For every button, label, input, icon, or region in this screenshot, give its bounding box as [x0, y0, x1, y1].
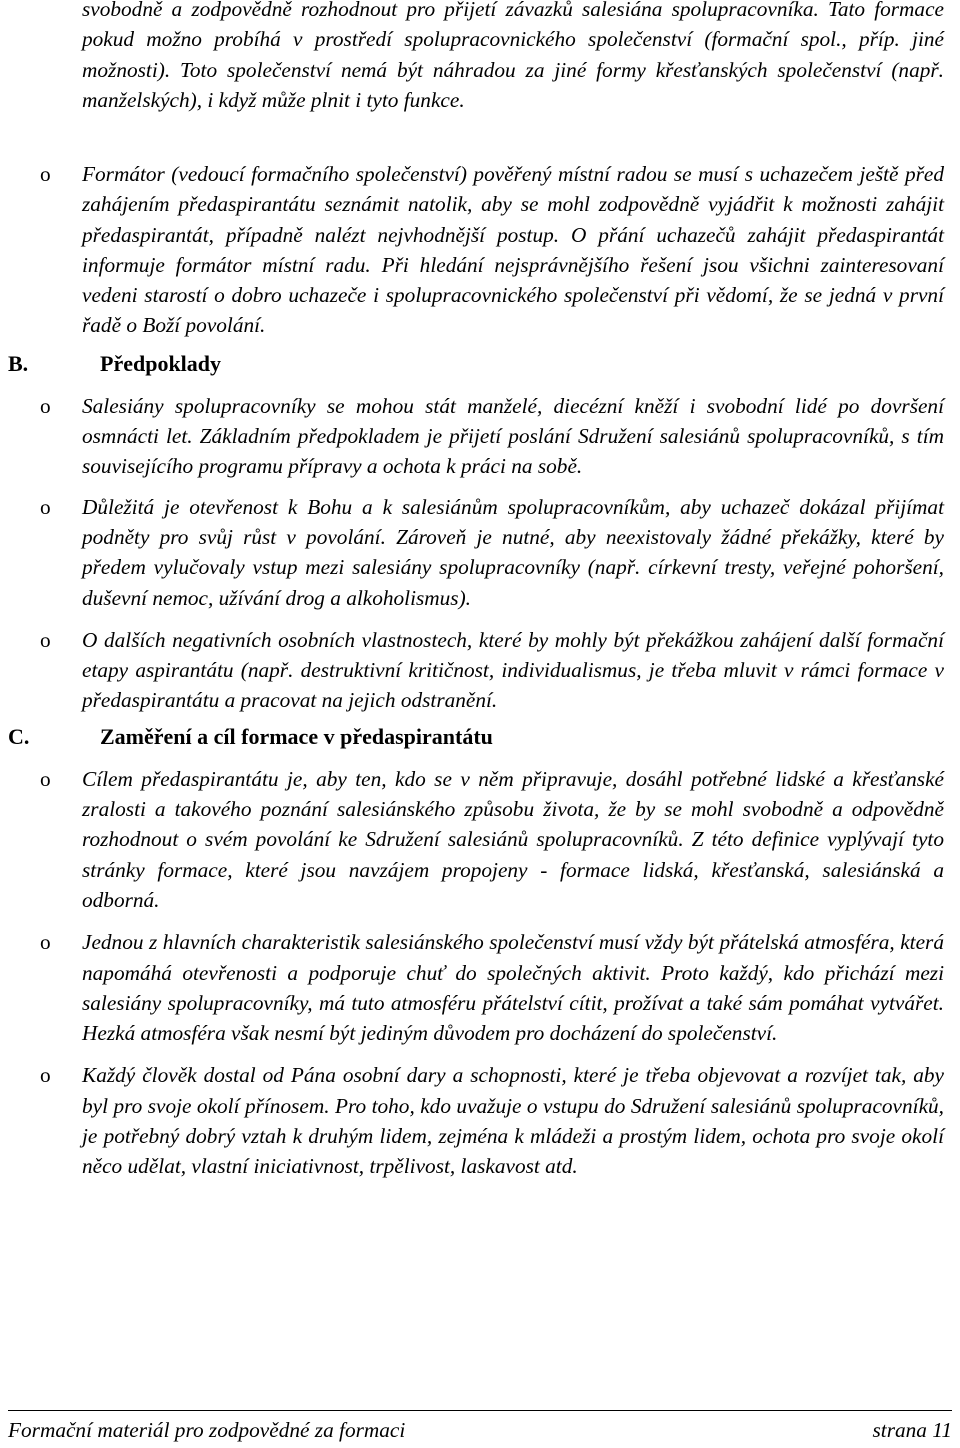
- formator-text: Formátor (vedoucí formačního společenství) pověřený místní radou se musí s uchazečem ještě před zahájením předaspirantátu seznámit natolik, aby se mohl zodpovědně vyjádřit k možnosti zahájit předaspirantát, případně nalézt nejvhodnější postup. O přání uchazečů zahájit předaspirantát informuje formátor místní radu. Při hledání nejsprávnějšího řešení jsou všichni zainteresovaní vedeni starostí o dobro uchazeče i spolupracovnického společenství při vědomí, že se jedná v první řadě o Boží povolání.: [82, 162, 944, 338]
- formator-item: [0, 159, 944, 341]
- item-text-b: Základním předpokladem je přijetí poslání Sdružení salesiánů spolupracovníků, s tím souvisejícího programu přípravy a ochota k práci na sobě.: [82, 424, 944, 479]
- section-c-item-1: [0, 764, 944, 915]
- section-b-title: Předpoklady: [100, 350, 222, 376]
- item-text-b: Pro toho, kdo uvažuje o vstupu do Sdružení salesiánů spolupracovníků, je potřebný dobrý vztah k druhým lidem, zejména k mládeži a prostým lidem, ochota pro svoje okolí něco udělat, vlastní iniciativnost, trpělivost, laskavost atd.: [82, 1093, 944, 1179]
- item-text-a: O dalších negativních osobních vlastnostech, které by mohly být překážkou zahájení další formační etapy aspirantátu (např. destruktivní kritičnost, individualismus, je třeba mluvit v rámci formace v předaspirantátu a pracovat na jejich odstranění.: [82, 627, 944, 713]
- bullet-marker: o: [40, 627, 51, 652]
- bullet-marker: o: [40, 930, 51, 955]
- bullet-marker: o: [40, 162, 51, 186]
- bullet-marker: o: [40, 1063, 51, 1088]
- page-number: strana 11: [872, 1418, 952, 1442]
- item-text-a: Salesiány spolupracovníky se mohou stát manželé, diecézní kněží i svobodní lidé po dovršení osmnácti let.: [82, 393, 944, 449]
- section-c-title: Zaměření a cíl formace v předaspirantátu: [100, 723, 493, 749]
- section-c-item-2: [0, 927, 944, 1048]
- footer-title: Formační materiál pro zodpovědné za formaci: [8, 1418, 406, 1442]
- bullet-marker: o: [40, 393, 51, 418]
- bullet-marker: o: [40, 494, 51, 519]
- item-text-a: Každý člověk dostal od Pána osobní dary a schopnosti, které je třeba objevovat a rozvíjet tak, aby byl pro svoje okolí přínosem.: [82, 1063, 944, 1118]
- document-body: [0, 159, 960, 1182]
- section-c-letter: C.: [8, 723, 30, 749]
- section-b-item-2: [0, 492, 944, 613]
- bullet-marker: o: [40, 766, 51, 791]
- section-c-heading: [0, 722, 960, 752]
- item-text-a: Cílem předaspirantátu je, aby ten, kdo se v něm připravuje, dosáhl potřebné lidské a křesťanské zralosti a takového poznání salesiánského způsobu života, že by se mohl svobodně a odpovědně rozhodnout o svém povolání ke Sdružení salesiánů spolupracovníků.: [82, 766, 944, 852]
- item-text-a: Důležitá je otevřenost k Bohu a k salesiánům spolupracovníkům, aby uchazeč dokázal přijímat podněty pro svůj růst v povolání.: [82, 494, 944, 549]
- item-text-b: Proto každý, kdo přichází mezi salesiány spolupracovníky, má tuto atmosféru přátelství cítit, prožívat a také sám pomáhat vytvářet. Hezká atmosféra však nesmí být jediným důvodem pro docházení do společenství.: [82, 960, 945, 1046]
- item-text-b: Zároveň je nutné, aby neexistovaly žádné překážky, které by předem vylučovaly vstup mezi salesiány spolupracovníky (např. církevní tresty, veřejné pohoršení, duševní nemoc, užívání drog a alkoholismus).: [82, 524, 945, 610]
- section-b-letter: B.: [8, 350, 29, 376]
- section-b-item-3: [0, 625, 944, 716]
- page-footer: [8, 1410, 952, 1447]
- intro-paragraph: svobodně a zodpovědně rozhodnout pro přijetí závazků salesiána spolupracovníka. Tato formace pokud možno probíhá v prostředí spolupracovnického společenství (formační spol., příp. jiné možnosti). Toto společenství nemá být náhradou za jiné formy křesťanských společenství (např. manželských), i když může plnit i tyto funkce.: [82, 0, 944, 112]
- section-b-heading: [0, 349, 960, 379]
- section-b-item-1: [0, 391, 944, 482]
- item-text-b: Z této definice vyplývají tyto stránky formace, které jsou navzájem propojeny - formace lidská, křesťanská, salesiánská a odborná.: [82, 827, 944, 912]
- item-text-a: Jednou z hlavních charakteristik salesiánského společenství musí vždy být přátelská atmosféra, která napomáhá otevřenosti a podporuje chuť do společných aktivit.: [82, 930, 944, 985]
- section-c-item-3: [0, 1060, 944, 1181]
